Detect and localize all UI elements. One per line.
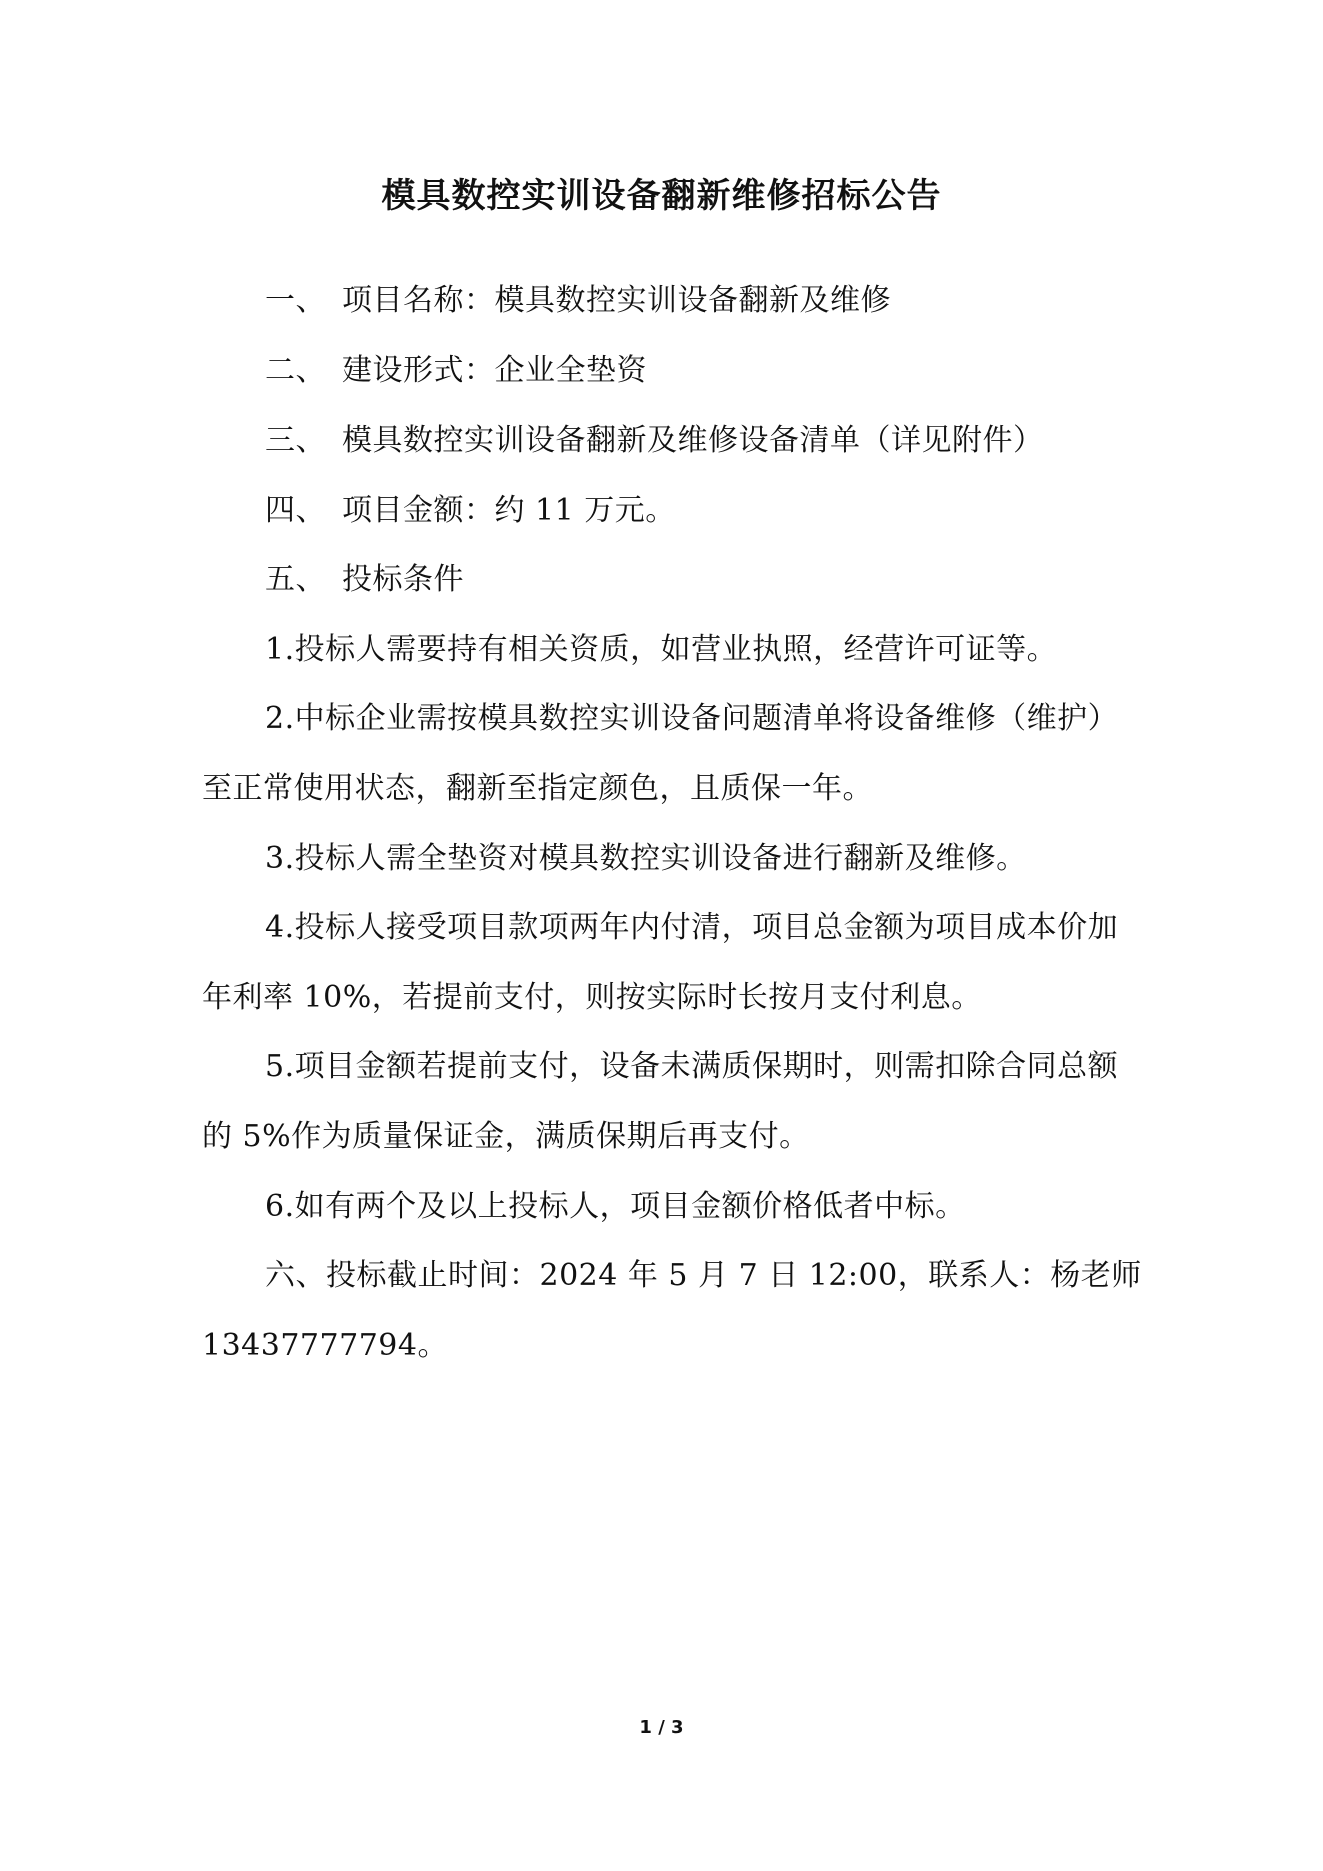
section-item	[265, 349, 647, 393]
section-text: 项目名称：模具数控实训设备翻新及维修	[342, 283, 891, 318]
section-text: 项目金额：约 11 万元。	[342, 493, 676, 528]
section-item	[265, 489, 676, 533]
section-text: 建设形式：企业全垫资	[342, 353, 647, 388]
section-number: 一、	[265, 283, 326, 318]
condition-2-line-1: 2.中标企业需按模具数控实训设备问题清单将设备维修（维护）	[265, 701, 1119, 736]
deadline-line-1: 六、投标截止时间：2024 年 5 月 7 日 12:00，联系人：杨老师	[265, 1258, 1142, 1293]
condition-2-line-2: 至正常使用状态，翻新至指定颜色，且质保一年。	[202, 771, 873, 806]
section-text: 模具数控实训设备翻新及维修设备清单（详见附件）	[342, 423, 1044, 458]
condition-1: 1.投标人需要持有相关资质，如营业执照，经营许可证等。	[265, 632, 1058, 667]
condition-3: 3.投标人需全垫资对模具数控实训设备进行翻新及维修。	[265, 841, 1027, 876]
condition-4-line-2: 年利率 10%，若提前支付，则按实际时长按月支付利息。	[202, 980, 982, 1015]
page-number: 1 / 3	[639, 1717, 684, 1738]
section-item	[265, 558, 464, 602]
section-number: 二、	[265, 353, 326, 388]
condition-5-line-1: 5.项目金额若提前支付，设备未满质保期时，则需扣除合同总额	[265, 1049, 1119, 1084]
section-item	[265, 279, 891, 323]
section-text: 投标条件	[342, 562, 464, 597]
condition-6: 6.如有两个及以上投标人，项目金额价格低者中标。	[265, 1189, 966, 1224]
condition-4-line-1: 4.投标人接受项目款项两年内付清，项目总金额为项目成本价加	[265, 910, 1119, 945]
section-number: 四、	[265, 493, 326, 528]
deadline-line-2: 13437777794。	[202, 1328, 448, 1363]
section-item	[265, 419, 1044, 463]
section-number: 三、	[265, 423, 326, 458]
page-title: 模具数控实训设备翻新维修招标公告	[381, 176, 942, 216]
condition-5-line-2: 的 5%作为质量保证金，满质保期后再支付。	[202, 1119, 810, 1154]
section-number: 五、	[265, 562, 326, 597]
